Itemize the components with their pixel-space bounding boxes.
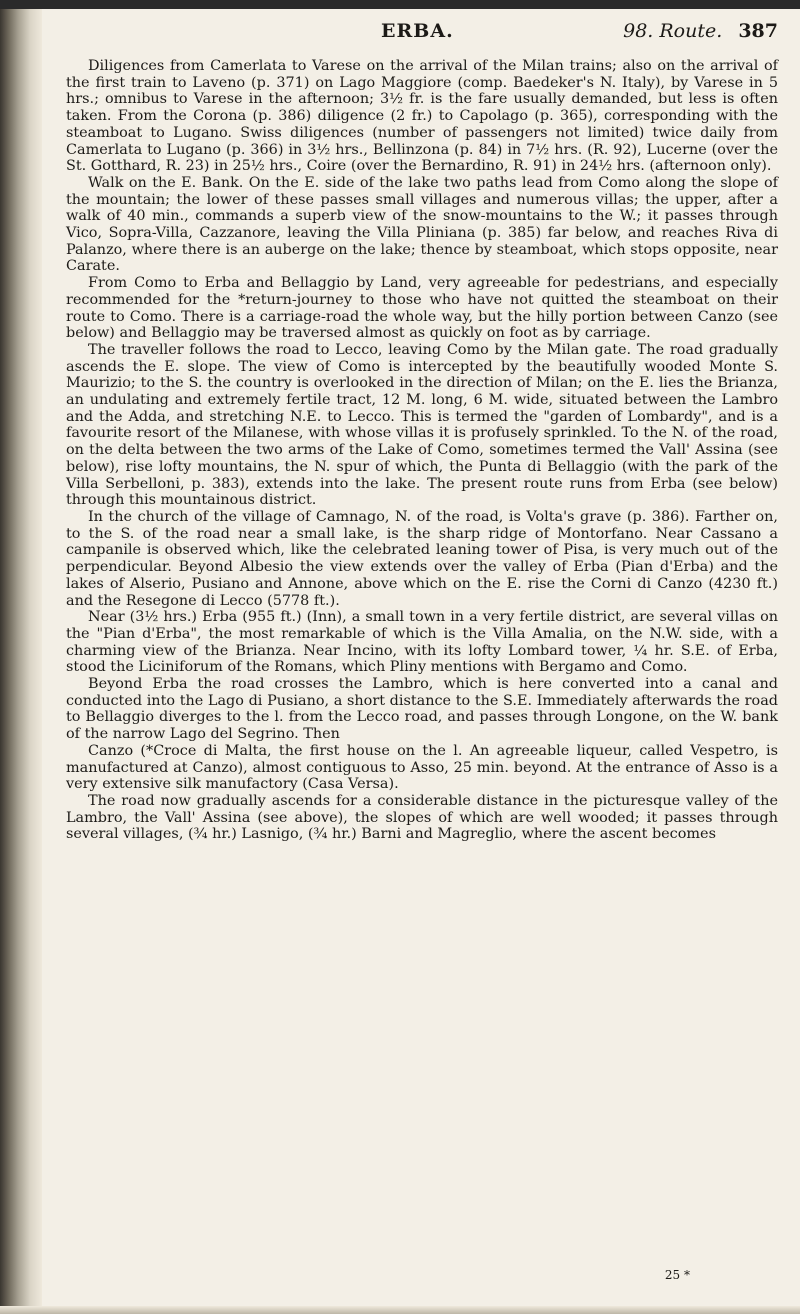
paragraph: From Como to Erba and Bellaggio by Land, very agreeable for pedestrians, and especially recommended for the *return-journey to those who have not quitted the steamboat on their route to Como. There is a carriage-road the whole way, but the hilly portion between Canzo (see below) and Bellaggio may be traversed almost as quickly on foot as by carriage. bbox=[66, 275, 778, 342]
paragraph: Beyond Erba the road crosses the Lambro, which is here converted into a canal and conducted into the Lago di Pusiano, a short distance to the S.E. Immediately afterwards the road to Bellaggio diverges to the l. from the Lecco road, and passes through Longone, on the W. bank of the narrow Lago del Segrino. Then bbox=[66, 676, 778, 743]
signature-mark: 25 * bbox=[664, 1268, 690, 1282]
paragraph: Diligences from Camerlata to Varese on the arrival of the Milan trains; also on the arrival of the first train to Laveno (p. 371) on Lago Maggiore (comp. Baedeker's N. Italy), by Varese in 5 hrs.; omnibus to Varese in the afternoon; 3½ fr. is the fare usually demanded, but less is often taken. From the Corona (p. 386) diligence (2 fr.) to Capolago (p. 365), corresponding with the steamboat to Lugano. Swiss diligences (number of passengers not limited) twice daily from Camerlata to Lugano (p. 366) in 3½ hrs., Bellinzona (p. 84) in 7½ hrs. (R. 92), Lucerne (over the St. Gotthard, R. 23) in 25½ hrs., Coire (over the Bernardino, R. 91) in 24½ hrs. (afternoon only). bbox=[66, 58, 778, 175]
header-right bbox=[623, 20, 778, 42]
paragraph: The road now gradually ascends for a considerable distance in the picturesque valley of the Lambro, the Vall' Assina (see above), the slopes of which are well wooded; it passes through several villages, (¾ hr.) Lasnigo, (¾ hr.) Barni and Magreglio, where the ascent becomes bbox=[66, 792, 778, 843]
running-header bbox=[66, 12, 778, 58]
page-number: 387 bbox=[738, 20, 778, 42]
header-route: 98. Route. bbox=[623, 20, 723, 42]
bottom-edge bbox=[0, 1306, 800, 1314]
paragraph: Walk on the E. Bank. On the E. side of the lake two paths lead from Como along the slope of the mountain; the lower of these passes small villages and numerous villas; the upper, after a walk of 40 min., commands a superb view of the snow-mountains to the W.; it passes through Vico, Sopra-Villa, Cazzanore, leaving the Villa Pliniana (p. 385) far below, and reaches Riva di Palanzo, where there is an auberge on the lake; thence by steamboat, which stops opposite, near Carate. bbox=[66, 174, 778, 275]
paragraph: Near (3½ hrs.) Erba (955 ft.) (Inn), a small town in a very fertile district, are several villas on the "Pian d'Erba", the most remarkable of which is the Villa Amalia, on the N.W. side, with a charming view of the Brianza. Near Incino, with its lofty Lombard tower, ¼ hr. S.E. of Erba, stood the Liciniforum of the Romans, which Pliny mentions with Bergamo and Como. bbox=[66, 609, 778, 676]
paragraph: In the church of the village of Camnago, N. of the road, is Volta's grave (p. 386). Farther on, to the S. of the road near a small lake, is the sharp ridge of Montorfano. Near Cassano a campanile is observed which, like the celebrated leaning tower of Pisa, is very much out of the perpendicular. Beyond Albesio the view extends over the valley of Erba (Pian d'Erba) and the lakes of Alserio, Pusiano and Annone, above which on the E. rise the Corni di Canzo (4230 ft.) and the Resegone di Lecco (5778 ft.). bbox=[66, 508, 778, 609]
book-binding-gutter bbox=[0, 9, 42, 1314]
paragraph: Canzo (*Croce di Malta, the first house on the l. An agreeable liqueur, called Vespetro, is manufactured at Canzo), almost contiguous to Asso, 25 min. beyond. At the entrance of Asso is a very extensive silk manufactory (Casa Versa). bbox=[66, 742, 778, 793]
top-edge bbox=[0, 0, 800, 9]
body-text bbox=[66, 58, 778, 843]
paragraph: The traveller follows the road to Lecco, leaving Como by the Milan gate. The road gradually ascends the E. slope. The view of Como is intercepted by the beautifully wooded Monte S. Maurizio; to the S. the country is overlooked in the direction of Milan; on the E. lies the Brianza, an undulating and extremely fertile tract, 12 M. long, 6 M. wide, situated between the Lambro and the Adda, and stretching N.E. to Lecco. This is termed the "garden of Lombardy", and is a favourite resort of the Milanese, with whose villas it is profusely sprinkled. To the N. of the road, on the delta between the two arms of the Lake of Como, sometimes termed the Vall' Assina (see below), rise lofty mountains, the N. spur of which, the Punta di Bellaggio (with the park of the Villa Serbelloni, p. 383), extends into the lake. The present route runs from Erba (see below) through this mountainous district. bbox=[66, 341, 778, 509]
book-page bbox=[66, 12, 778, 1302]
header-place: ERBA. bbox=[381, 20, 454, 42]
